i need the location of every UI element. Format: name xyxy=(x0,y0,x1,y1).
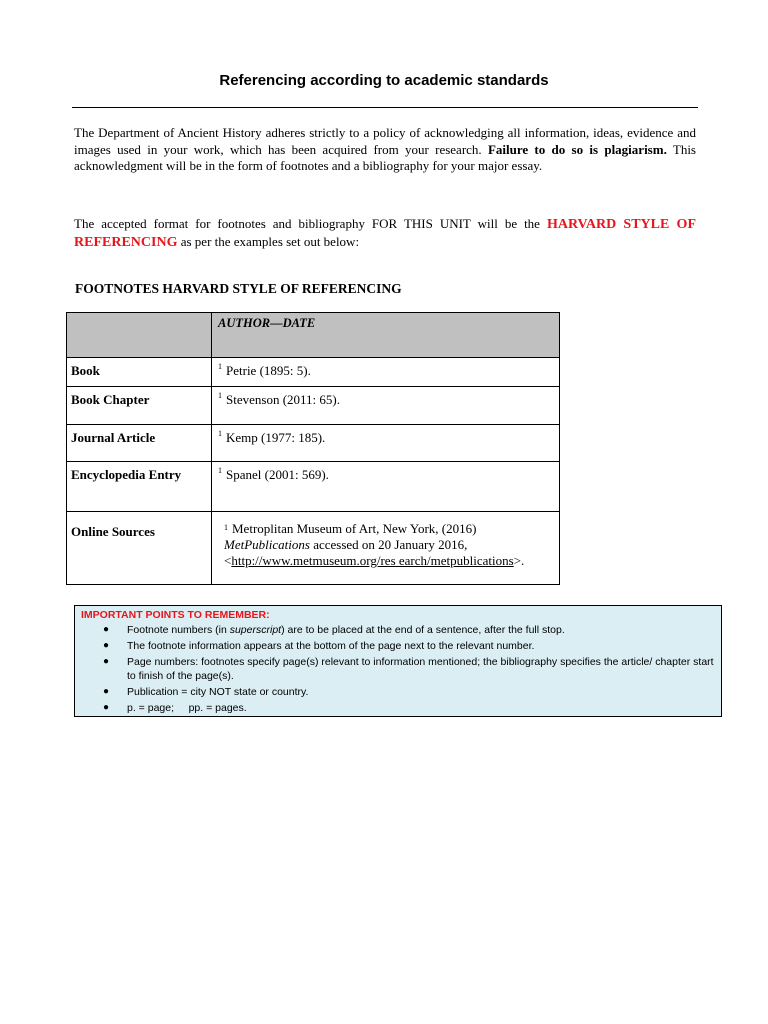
intro-text-1: The Department of Ancient History adheres strictly to a policy of acknowledging all information, ideas, evidence and images used in your work, which has been acquired from your research. xyxy=(74,125,696,157)
online-access-date: accessed on 20 January 2016, xyxy=(309,537,468,552)
table-row xyxy=(67,387,560,425)
row-label: Online Sources xyxy=(67,512,212,585)
bullet-icon: ● xyxy=(103,640,110,651)
intro-bold-text: Failure to do so is plagiarism. xyxy=(487,141,667,157)
online-source-reference xyxy=(218,521,553,569)
header-author-date: AUTHOR—DATE xyxy=(218,316,316,330)
document-title: Referencing according to academic standards xyxy=(219,72,549,89)
point-text: Publication = city NOT state or country. xyxy=(127,686,309,698)
list-item xyxy=(81,623,715,637)
list-item xyxy=(81,701,715,715)
bullet-icon: ● xyxy=(103,686,110,697)
reference-text: Stevenson (2011: 65). xyxy=(226,392,340,407)
table-header-row xyxy=(67,313,560,358)
format-text-1: The accepted format for footnotes and bibliography FOR THIS UNIT will be the xyxy=(74,216,547,231)
section-heading: FOOTNOTES HARVARD STYLE OF REFERENCING xyxy=(75,281,402,296)
intro-text-2: This acknowledgment will be in the form of footnotes and a bibliography for your major essay. xyxy=(74,141,696,173)
header-empty-cell xyxy=(67,313,212,358)
row-label: Encyclopedia Entry xyxy=(67,462,212,512)
format-highlight: HARVARD STYLE OF REFERENCING xyxy=(74,217,697,250)
footnote-number: 1 xyxy=(218,362,222,371)
point-text: p. = page; pp. = pages. xyxy=(127,702,247,714)
format-text-2: as per the examples set out below: xyxy=(177,233,360,249)
bullet-icon: ● xyxy=(103,702,110,713)
bullet-icon: ● xyxy=(103,656,110,667)
table-row xyxy=(67,462,560,512)
link-open-bracket: < xyxy=(224,553,232,568)
list-item xyxy=(81,655,715,683)
header-cell xyxy=(212,313,560,358)
row-label: Book Chapter xyxy=(67,387,212,425)
point-text: Footnote numbers (in xyxy=(127,624,230,636)
format-paragraph xyxy=(74,216,696,251)
important-points-title: IMPORTANT POINTS TO REMEMBER: xyxy=(81,609,270,621)
table-row xyxy=(67,358,560,387)
table-row xyxy=(67,425,560,462)
list-item xyxy=(81,685,715,699)
intro-paragraph xyxy=(74,125,696,175)
footnote-number: 1 xyxy=(218,466,222,475)
point-italic-text: superscript xyxy=(229,624,282,636)
row-value xyxy=(212,358,560,387)
row-label: Book xyxy=(67,358,212,387)
point-text: ) are to be placed at the end of a sentence, after the full stop. xyxy=(281,624,565,636)
footnote-number: 1 xyxy=(218,429,222,438)
online-line-3 xyxy=(224,553,553,569)
row-value xyxy=(212,512,560,585)
row-value xyxy=(212,462,560,512)
important-points-list xyxy=(81,623,715,715)
online-publication-title: MetPublications xyxy=(224,537,310,552)
table-row xyxy=(67,512,560,585)
bullet-icon: ● xyxy=(103,624,110,635)
reference-text: Spanel (2001: 569). xyxy=(226,467,329,482)
online-source-link[interactable]: http://www.metmuseum.org/res earch/metpublications xyxy=(231,553,514,568)
row-label: Journal Article xyxy=(67,425,212,462)
footnote-number: 1 xyxy=(218,391,222,400)
point-text: The footnote information appears at the bottom of the page next to the relevant number. xyxy=(127,640,535,652)
link-close-bracket: >. xyxy=(513,553,525,568)
footnotes-table xyxy=(66,312,560,585)
title-divider xyxy=(72,107,698,108)
online-line-1 xyxy=(224,521,553,537)
point-text: Page numbers: footnotes specify page(s) relevant to information mentioned; the bibliography specifies the article/ chapter start to finish of the page(s). xyxy=(127,656,714,682)
row-value xyxy=(212,425,560,462)
row-value xyxy=(212,387,560,425)
list-item xyxy=(81,639,715,653)
reference-text: Petrie (1895: 5). xyxy=(226,363,311,378)
footnote-number: 1 xyxy=(224,523,228,532)
reference-text: Kemp (1977: 185). xyxy=(226,430,326,445)
online-source-name: Metroplitan Museum of Art, New York, (2016) xyxy=(232,521,477,536)
important-points-box xyxy=(74,605,722,717)
online-line-2 xyxy=(224,537,553,553)
